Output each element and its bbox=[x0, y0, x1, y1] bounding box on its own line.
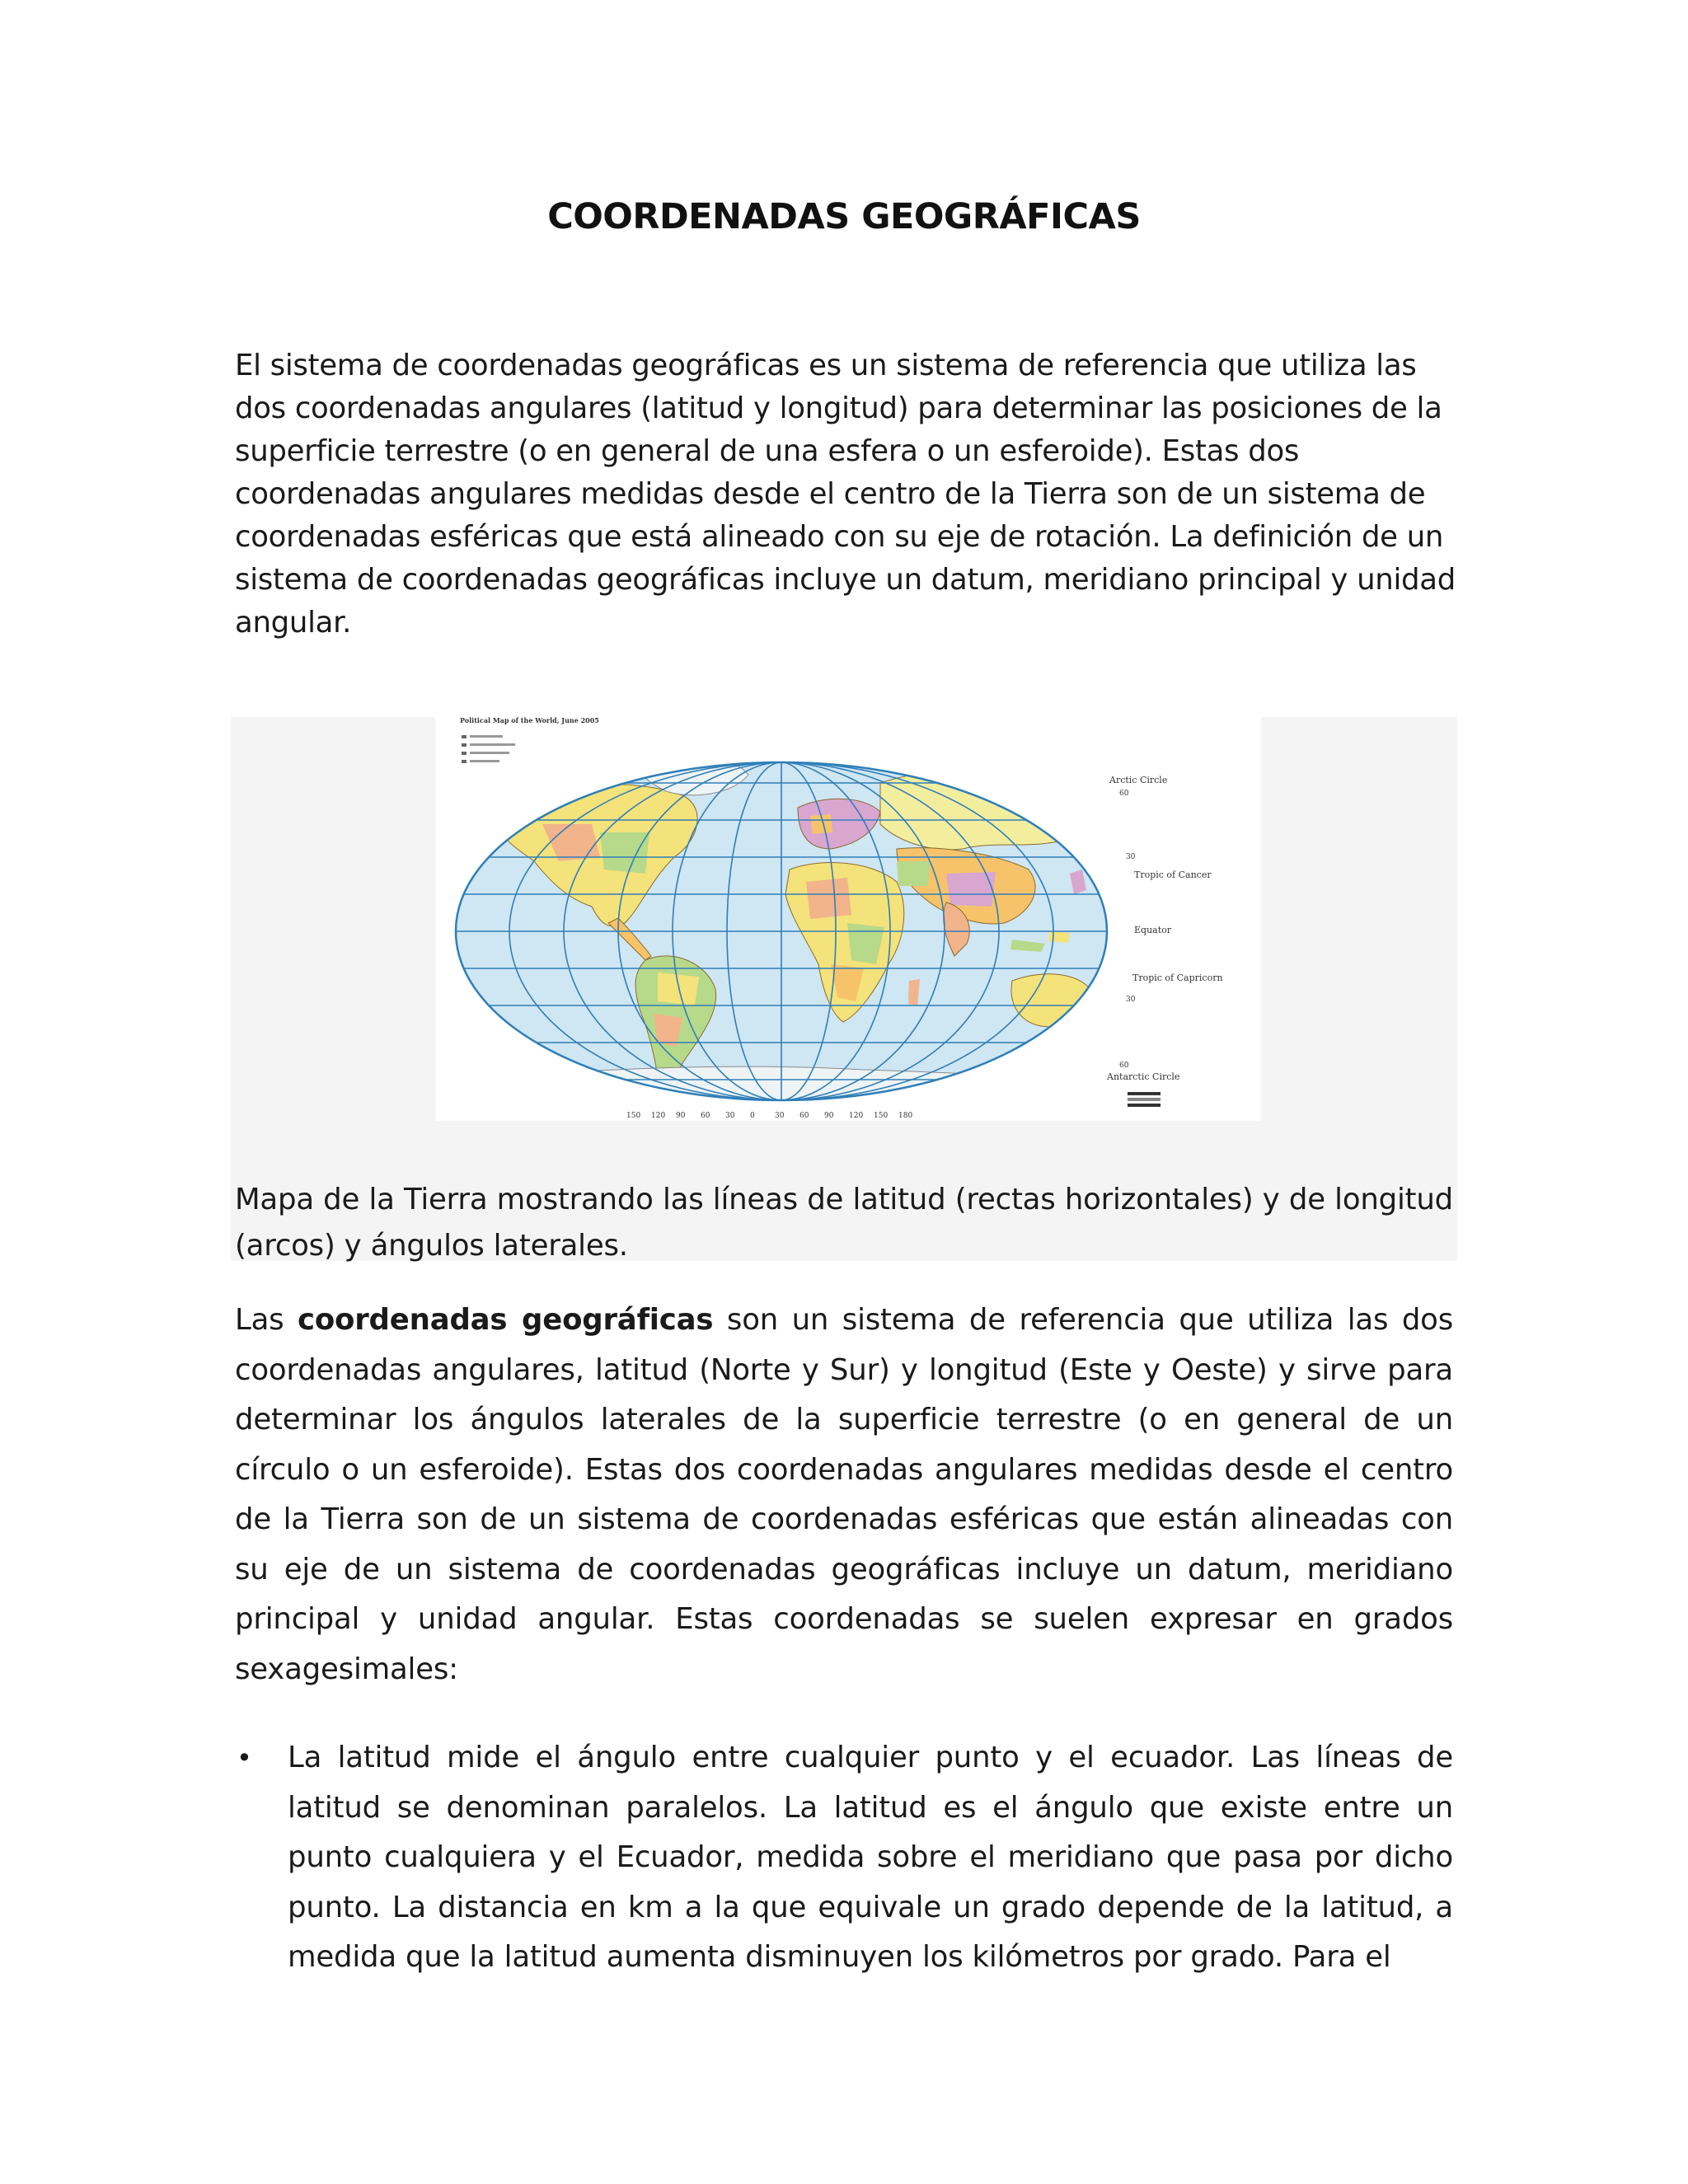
label-antarctic-circle: Antarctic Circle bbox=[1107, 1071, 1180, 1082]
label-tropic-of-cancer: Tropic of Cancer bbox=[1134, 869, 1212, 880]
map-header: Political Map of the World, June 2005 bbox=[460, 717, 599, 724]
scale-bar bbox=[1128, 1092, 1160, 1107]
body-paragraph bbox=[235, 1296, 1453, 1694]
paragraph-bold-term: coordenadas geográficas bbox=[298, 1303, 714, 1337]
lon-tick: 30 bbox=[725, 1112, 735, 1120]
longitude-labels bbox=[626, 1112, 912, 1120]
lon-tick: 120 bbox=[849, 1112, 864, 1120]
bullet-list bbox=[235, 1733, 1453, 1983]
page-title: COORDENADAS GEOGRÁFICAS bbox=[547, 196, 1141, 237]
latitude-labels bbox=[1106, 775, 1223, 1082]
lat-tick: 30 bbox=[1126, 853, 1136, 861]
paragraph-lead: Las bbox=[235, 1303, 298, 1337]
lat-tick: 30 bbox=[1126, 996, 1136, 1004]
label-tropic-of-capricorn: Tropic of Capricorn bbox=[1132, 972, 1223, 983]
list-item bbox=[235, 1733, 1453, 1983]
list-item-text: La latitud mide el ángulo entre cualquier punto y el ecuador. Las líneas de latitud se denominan paralelos. La latitud es el ángulo que existe entre un punto cualquiera y el Ecuador, medida sobre el meridiano que pasa por dicho punto. La distancia en km a la que equivale un grado depende de la latitud, a medida que la latitud aumenta disminuyen los kilómetros por grado. Para el bbox=[288, 1741, 1453, 1974]
lon-tick: 150 bbox=[626, 1112, 641, 1120]
lon-tick: 150 bbox=[874, 1112, 889, 1120]
lon-tick: 0 bbox=[750, 1112, 755, 1120]
lon-tick: 60 bbox=[701, 1112, 710, 1120]
world-map-image bbox=[435, 717, 1261, 1121]
figure-caption: Mapa de la Tierra mostrando las líneas de latitud (rectas horizontales) y de longitud (arcos) y ángulos laterales. bbox=[235, 1183, 1453, 1263]
lon-tick: 30 bbox=[775, 1112, 785, 1120]
paragraph-rest: son un sistema de referencia que utiliza las dos coordenadas angulares, latitud (Norte y Sur) y longitud (Este y Oeste) y sirve para determinar los ángulos laterales de la superficie terrestre (o en general de un círculo o un esferoide). Estas dos coordenadas angulares medidas desde el centro de la Tierra son de un sistema de coordenadas esféricas que están alineadas con su eje de un sistema de coordenadas geográficas incluye un datum, meridiano principal y unidad angular. Estas coordenadas se suelen expresar en grados sexagesimales: bbox=[235, 1303, 1454, 1686]
lon-tick: 60 bbox=[799, 1112, 809, 1120]
lat-tick: 60 bbox=[1119, 1062, 1129, 1070]
map-legend bbox=[462, 735, 515, 763]
bullet-marker: • bbox=[237, 1742, 252, 1774]
lon-tick: 180 bbox=[898, 1112, 913, 1120]
lon-tick: 90 bbox=[676, 1112, 686, 1120]
label-equator: Equator bbox=[1134, 925, 1172, 935]
lat-tick: 60 bbox=[1119, 790, 1129, 798]
label-arctic-circle: Arctic Circle bbox=[1109, 775, 1168, 785]
lon-tick: 120 bbox=[651, 1112, 666, 1120]
intro-paragraph: El sistema de coordenadas geográficas es un sistema de referencia que utiliza las dos coordenadas angulares (latitud y longitud) para determinar las posiciones de la superficie terrestre (o en general de una esfera o un esferoide). Estas dos coordenadas angulares medidas desde el centro de la Tierra son de un sistema de coordenadas esféricas que está alineado con su eje de rotación. La definición de un sistema de coordenadas geográficas incluye un datum, meridiano principal y unidad angular. bbox=[235, 349, 1456, 640]
lon-tick: 90 bbox=[824, 1112, 834, 1120]
